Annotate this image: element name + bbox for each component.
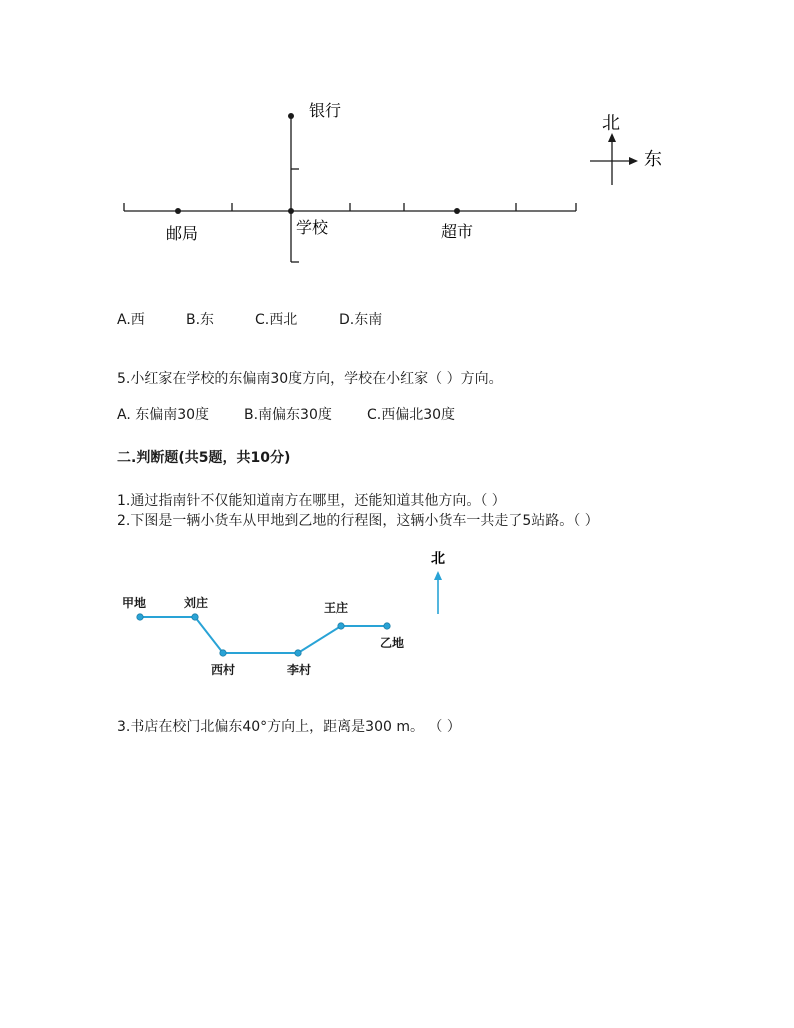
stop-jiadi-point: [137, 614, 143, 620]
compass-rose: [590, 133, 638, 185]
stop-wangzhuang-point: [338, 623, 344, 629]
q5-question: 5.小红家在学校的东偏南30度方向，学校在小红家（ ）方向。: [117, 371, 503, 387]
supermarket-point: [454, 208, 460, 214]
route-map: [0, 540, 794, 690]
q5-option-b[interactable]: B.南偏东30度: [244, 407, 332, 423]
route-line: [140, 617, 387, 653]
compass-east-label: 东: [644, 149, 662, 170]
north-arrow-icon: [608, 133, 616, 142]
east-arrow-icon: [629, 157, 638, 165]
q4-option-a[interactable]: A.西: [117, 312, 145, 328]
judge-q1: 1.通过指南针不仅能知道南方在哪里，还能知道其他方向。（ ）: [117, 493, 506, 509]
section2-title: 二.判断题(共5题，共10分): [117, 450, 291, 466]
stop-yidi-point: [384, 623, 390, 629]
bank-point: [288, 113, 294, 119]
stop-licun-label: 李村: [287, 663, 312, 677]
stop-licun-point: [295, 650, 301, 656]
judge-q3: 3.书店在校门北偏东40°方向上，距离是300 m。 （ ）: [117, 719, 461, 735]
location-map: [0, 0, 794, 290]
q5-option-a[interactable]: A. 东偏南30度: [117, 407, 210, 423]
compass-north-label: 北: [602, 113, 620, 134]
q4-option-c[interactable]: C.西北: [255, 312, 298, 328]
judge-q2: 2.下图是一辆小货车从甲地到乙地的行程图，这辆小货车一共走了5站路。（ ）: [117, 513, 599, 529]
stop-liuzhuang-point: [192, 614, 198, 620]
stop-jiadi-label: 甲地: [122, 596, 147, 610]
school-point: [288, 208, 294, 214]
school-label: 学校: [296, 218, 329, 237]
bank-label: 银行: [309, 101, 342, 120]
stop-xicun-point: [220, 650, 226, 656]
q5-option-c[interactable]: C.西偏北30度: [367, 407, 456, 423]
stop-xicun-label: 西村: [211, 663, 236, 677]
q4-option-b[interactable]: B.东: [186, 312, 215, 328]
stop-liuzhuang-label: 刘庄: [184, 596, 209, 610]
map-ticks: [124, 203, 576, 211]
post-office-label: 邮局: [166, 224, 199, 243]
post-office-point: [175, 208, 181, 214]
stop-wangzhuang-label: 王庄: [324, 601, 349, 615]
stop-yidi-label: 乙地: [380, 636, 405, 650]
q4-option-d[interactable]: D.东南: [339, 312, 383, 328]
supermarket-label: 超市: [441, 222, 474, 241]
route-north-label: 北: [431, 551, 445, 567]
